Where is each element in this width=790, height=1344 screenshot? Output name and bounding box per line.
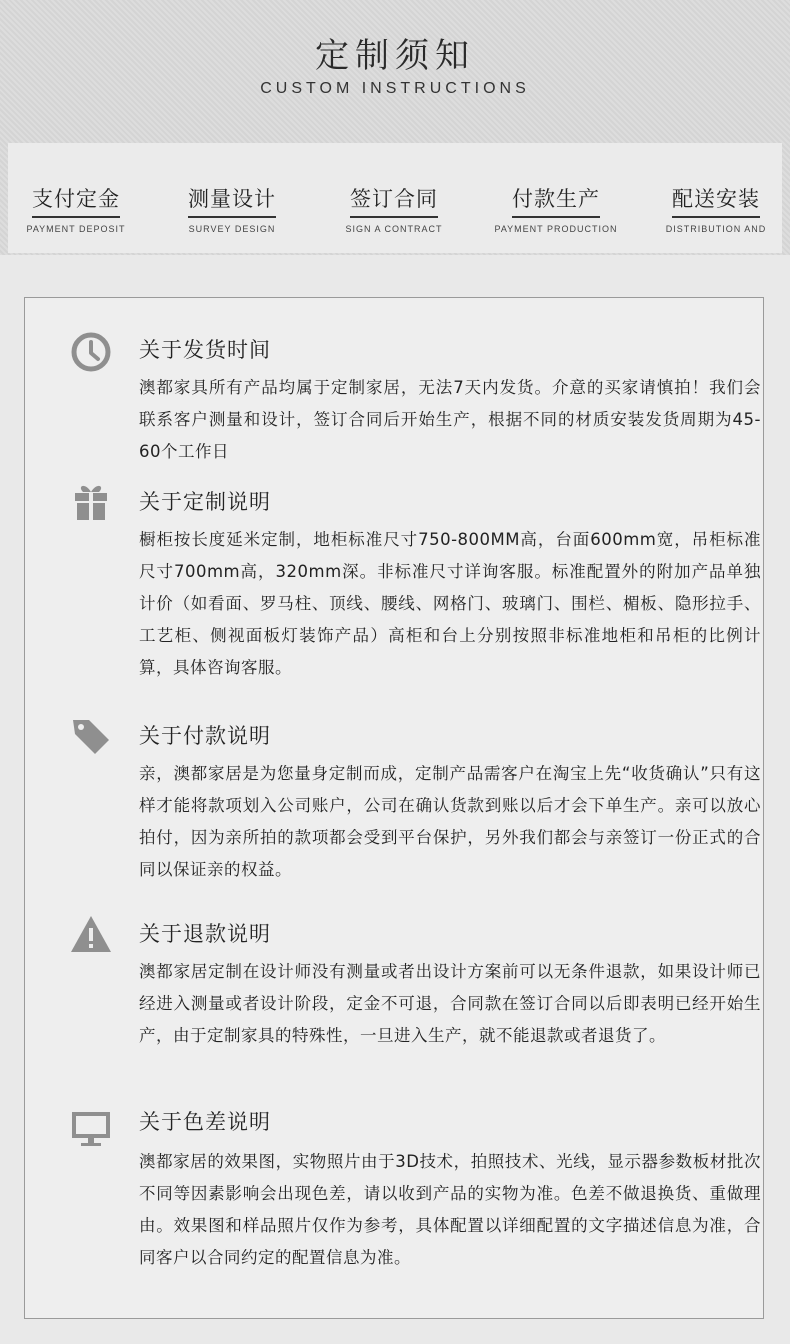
header-banner bbox=[0, 0, 790, 255]
step-label: 付款生产 bbox=[512, 183, 600, 218]
section-body: 澳都家具所有产品均属于定制家居，无法7天内发货。介意的买家请慎拍！我们会联系客户测量和设计，签订合同后开始生产，根据不同的材质安装发货周期为45-60个工作日 bbox=[139, 378, 761, 461]
instructions-card bbox=[24, 297, 764, 1319]
page-title: 定制须知 bbox=[315, 36, 475, 76]
monitor-icon bbox=[69, 1106, 113, 1150]
step-payment-deposit bbox=[14, 183, 138, 234]
page-subtitle: CUSTOM INSTRUCTIONS bbox=[260, 80, 530, 97]
step-label: 签订合同 bbox=[350, 183, 438, 218]
section-title: 关于付款说明 bbox=[139, 724, 271, 748]
step-distribution bbox=[658, 183, 774, 234]
section-title: 关于发货时间 bbox=[139, 338, 271, 362]
gift-icon bbox=[69, 480, 113, 524]
section-body: 澳都家居定制在设计师没有测量或者出设计方案前可以无条件退款，如果设计师已经进入测量或者设计阶段，定金不可退，合同款在签订合同以后即表明已经开始生产，由于定制家具的特殊性，一旦进入生产，就不能退款或者退货了。 bbox=[139, 962, 761, 1045]
section-title: 关于色差说明 bbox=[139, 1110, 271, 1134]
section-body: 亲，澳都家居是为您量身定制而成，定制产品需客户在淘宝上先“收货确认”只有这样才能将款项划入公司账户，公司在确认货款到账以后才会下单生产。亲可以放心拍付，因为亲所拍的款项都会受到平台保护，另外我们都会与亲签订一份正式的合同以保证亲的权益。 bbox=[139, 764, 761, 879]
section-title: 关于定制说明 bbox=[139, 490, 271, 514]
price-tag-icon bbox=[69, 714, 113, 758]
section-body: 橱柜按长度延米定制，地柜标准尺寸750-800MM高，台面600mm宽，吊柜标准尺寸700mm高，320mm深。非标准尺寸详询客服。标准配置外的附加产品单独计价（如看面、罗马柱、顶线、腰线、网格门、玻璃门、围栏、楣板、隐形拉手、工艺柜、侧视面板灯装饰产品）高柜和台上分别按照非标准地柜和吊柜的比例计算，具体咨询客服。 bbox=[139, 530, 761, 677]
step-label: 支付定金 bbox=[32, 183, 120, 218]
step-sign-contract bbox=[332, 183, 456, 234]
section-title: 关于退款说明 bbox=[139, 922, 271, 946]
step-label: 测量设计 bbox=[188, 183, 276, 218]
process-steps bbox=[8, 143, 782, 253]
step-sub: PAYMENT DEPOSIT bbox=[26, 224, 126, 234]
clock-icon bbox=[69, 330, 113, 374]
step-sub: DISTRIBUTION AND bbox=[665, 224, 767, 234]
step-payment-production bbox=[486, 183, 626, 234]
step-survey-design bbox=[170, 183, 294, 234]
warning-icon bbox=[69, 912, 113, 956]
step-label: 配送安装 bbox=[672, 183, 760, 218]
section-body: 澳都家居的效果图，实物照片由于3D技术，拍照技术、光线，显示器参数板材批次不同等因素影响会出现色差，请以收到产品的实物为准。色差不做退换货、重做理由。效果图和样品照片仅作为参考，具体配置以详细配置的文字描述信息为准，合同客户以合同约定的配置信息为准。 bbox=[139, 1152, 761, 1267]
step-sub: SIGN A CONTRACT bbox=[345, 224, 443, 234]
step-sub: PAYMENT PRODUCTION bbox=[494, 224, 618, 234]
step-sub: SURVEY DESIGN bbox=[188, 224, 276, 234]
